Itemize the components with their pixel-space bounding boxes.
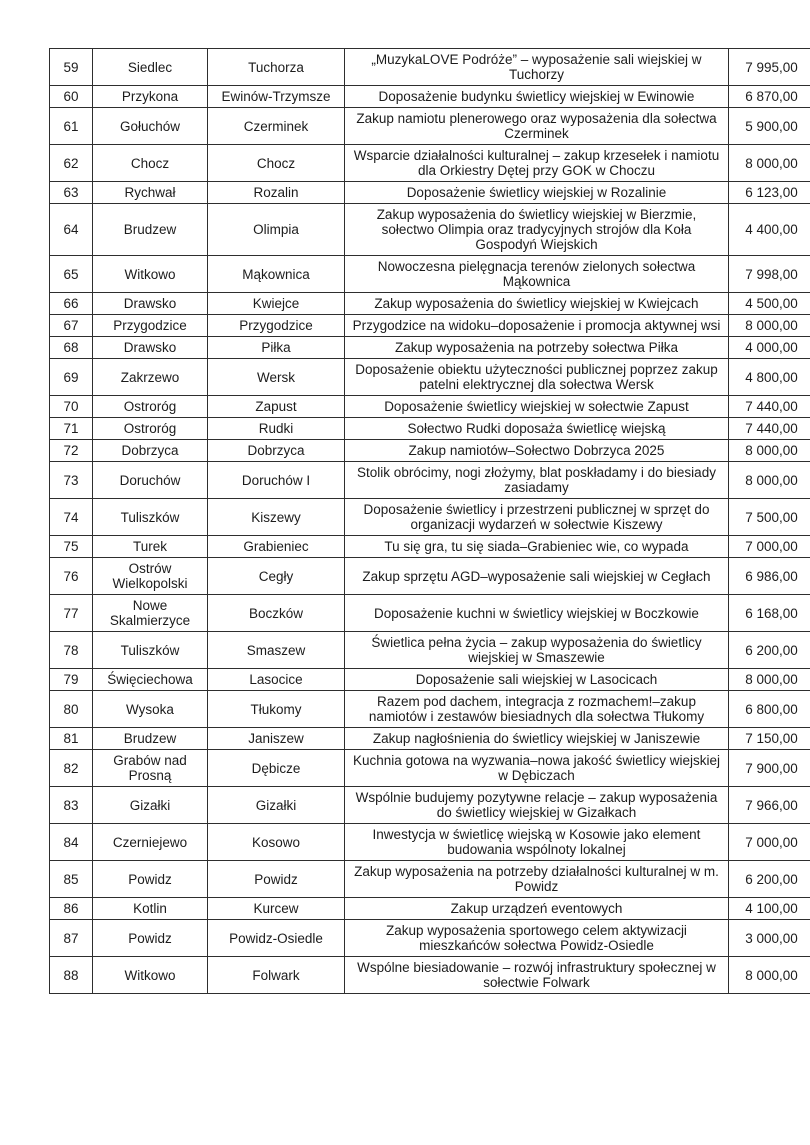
municipality-cell: Rychwał xyxy=(93,182,208,204)
municipality-cell: Turek xyxy=(93,536,208,558)
project-description-cell: Wsparcie działalności kulturalnej – zakup krzesełek i namiotu dla Orkiestry Dętej przy GOK w Choczu xyxy=(345,145,729,182)
municipality-cell: Tuliszków xyxy=(93,632,208,669)
municipality-cell: Witkowo xyxy=(93,957,208,994)
amount-cell: 7 900,00 xyxy=(729,750,810,787)
amount-cell: 7 000,00 xyxy=(729,824,810,861)
table-row xyxy=(50,145,810,182)
amount-cell: 6 870,00 xyxy=(729,86,810,108)
village-cell: Lasocice xyxy=(208,669,345,691)
table-row xyxy=(50,337,810,359)
project-description-cell: Wspólne biesiadowanie – rozwój infrastruktury społecznej w sołectwie Folwark xyxy=(345,957,729,994)
village-cell: Smaszew xyxy=(208,632,345,669)
table-row xyxy=(50,108,810,145)
row-number-cell: 83 xyxy=(50,787,93,824)
table-row xyxy=(50,669,810,691)
project-description-cell: Zakup wyposażenia do świetlicy wiejskiej w Kwiejcach xyxy=(345,293,729,315)
village-cell: Rozalin xyxy=(208,182,345,204)
municipality-cell: Powidz xyxy=(93,861,208,898)
municipality-cell: Brudzew xyxy=(93,728,208,750)
municipality-cell: Doruchów xyxy=(93,462,208,499)
village-cell: Janiszew xyxy=(208,728,345,750)
village-cell: Olimpia xyxy=(208,204,345,256)
table-row xyxy=(50,293,810,315)
project-description-cell: Doposażenie świetlicy wiejskiej w sołectwie Zapust xyxy=(345,396,729,418)
row-number-cell: 66 xyxy=(50,293,93,315)
village-cell: Kurcew xyxy=(208,898,345,920)
row-number-cell: 82 xyxy=(50,750,93,787)
amount-cell: 7 440,00 xyxy=(729,418,810,440)
table-row xyxy=(50,957,810,994)
project-description-cell: Zakup wyposażenia na potrzeby działalności kulturalnej w m. Powidz xyxy=(345,861,729,898)
row-number-cell: 75 xyxy=(50,536,93,558)
project-description-cell: Świetlica pełna życia – zakup wyposażenia do świetlicy wiejskiej w Smaszewie xyxy=(345,632,729,669)
row-number-cell: 61 xyxy=(50,108,93,145)
project-description-cell: Razem pod dachem, integracja z rozmachem!–zakup namiotów i zestawów biesiadnych dla sołectwa Tłukomy xyxy=(345,691,729,728)
amount-cell: 5 900,00 xyxy=(729,108,810,145)
row-number-cell: 81 xyxy=(50,728,93,750)
project-description-cell: Sołectwo Rudki doposaża świetlicę wiejską xyxy=(345,418,729,440)
table-row xyxy=(50,359,810,396)
row-number-cell: 59 xyxy=(50,49,93,86)
village-cell: Mąkownica xyxy=(208,256,345,293)
table-row xyxy=(50,440,810,462)
municipality-cell: Zakrzewo xyxy=(93,359,208,396)
project-description-cell: Zakup nagłośnienia do świetlicy wiejskiej w Janiszewie xyxy=(345,728,729,750)
row-number-cell: 65 xyxy=(50,256,93,293)
village-cell: Boczków xyxy=(208,595,345,632)
project-description-cell: Stolik obrócimy, nogi złożymy, blat poskładamy i do biesiady zasiadamy xyxy=(345,462,729,499)
amount-cell: 8 000,00 xyxy=(729,440,810,462)
row-number-cell: 74 xyxy=(50,499,93,536)
amount-cell: 7 000,00 xyxy=(729,536,810,558)
municipality-cell: Przygodzice xyxy=(93,315,208,337)
village-cell: Kosowo xyxy=(208,824,345,861)
row-number-cell: 67 xyxy=(50,315,93,337)
municipality-cell: Czerniejewo xyxy=(93,824,208,861)
municipality-cell: Ostroróg xyxy=(93,418,208,440)
table-row xyxy=(50,632,810,669)
project-description-cell: Zakup namiotów–Sołectwo Dobrzyca 2025 xyxy=(345,440,729,462)
municipality-cell: Drawsko xyxy=(93,293,208,315)
village-cell: Czerminek xyxy=(208,108,345,145)
table-row xyxy=(50,691,810,728)
row-number-cell: 72 xyxy=(50,440,93,462)
municipality-cell: Chocz xyxy=(93,145,208,182)
amount-cell: 8 000,00 xyxy=(729,957,810,994)
row-number-cell: 87 xyxy=(50,920,93,957)
amount-cell: 7 998,00 xyxy=(729,256,810,293)
amount-cell: 6 200,00 xyxy=(729,861,810,898)
village-cell: Kiszewy xyxy=(208,499,345,536)
row-number-cell: 80 xyxy=(50,691,93,728)
project-description-cell: Inwestycja w świetlicę wiejską w Kosowie jako element budowania wspólnoty lokalnej xyxy=(345,824,729,861)
table-row xyxy=(50,787,810,824)
table-row xyxy=(50,920,810,957)
municipality-cell: Kotlin xyxy=(93,898,208,920)
row-number-cell: 64 xyxy=(50,204,93,256)
row-number-cell: 60 xyxy=(50,86,93,108)
village-cell: Dobrzyca xyxy=(208,440,345,462)
project-description-cell: Nowoczesna pielęgnacja terenów zielonych sołectwa Mąkownica xyxy=(345,256,729,293)
amount-cell: 7 500,00 xyxy=(729,499,810,536)
project-description-cell: „MuzykaLOVE Podróże” – wyposażenie sali wiejskiej w Tuchorzy xyxy=(345,49,729,86)
municipality-cell: Gizałki xyxy=(93,787,208,824)
amount-cell: 8 000,00 xyxy=(729,145,810,182)
table-row xyxy=(50,898,810,920)
table-row xyxy=(50,182,810,204)
amount-cell: 4 400,00 xyxy=(729,204,810,256)
village-cell: Grabieniec xyxy=(208,536,345,558)
project-description-cell: Zakup namiotu plenerowego oraz wyposażenia dla sołectwa Czerminek xyxy=(345,108,729,145)
village-cell: Rudki xyxy=(208,418,345,440)
amount-cell: 4 500,00 xyxy=(729,293,810,315)
village-cell: Folwark xyxy=(208,957,345,994)
amount-cell: 7 440,00 xyxy=(729,396,810,418)
village-cell: Dębicze xyxy=(208,750,345,787)
row-number-cell: 73 xyxy=(50,462,93,499)
table-row xyxy=(50,396,810,418)
grants-table xyxy=(49,48,810,994)
village-cell: Chocz xyxy=(208,145,345,182)
project-description-cell: Przygodzice na widoku–doposażenie i promocja aktywnej wsi xyxy=(345,315,729,337)
municipality-cell: Siedlec xyxy=(93,49,208,86)
municipality-cell: Powidz xyxy=(93,920,208,957)
row-number-cell: 63 xyxy=(50,182,93,204)
project-description-cell: Kuchnia gotowa na wyzwania–nowa jakość świetlicy wiejskiej w Dębiczach xyxy=(345,750,729,787)
amount-cell: 4 000,00 xyxy=(729,337,810,359)
table-row xyxy=(50,315,810,337)
amount-cell: 8 000,00 xyxy=(729,462,810,499)
table-row xyxy=(50,861,810,898)
project-description-cell: Doposażenie budynku świetlicy wiejskiej w Ewinowie xyxy=(345,86,729,108)
amount-cell: 7 995,00 xyxy=(729,49,810,86)
row-number-cell: 69 xyxy=(50,359,93,396)
amount-cell: 4 100,00 xyxy=(729,898,810,920)
table-row xyxy=(50,728,810,750)
amount-cell: 6 123,00 xyxy=(729,182,810,204)
village-cell: Ewinów-Trzymsze xyxy=(208,86,345,108)
village-cell: Kwiejce xyxy=(208,293,345,315)
table-row xyxy=(50,595,810,632)
row-number-cell: 71 xyxy=(50,418,93,440)
row-number-cell: 70 xyxy=(50,396,93,418)
amount-cell: 4 800,00 xyxy=(729,359,810,396)
amount-cell: 3 000,00 xyxy=(729,920,810,957)
project-description-cell: Zakup wyposażenia na potrzeby sołectwa Piłka xyxy=(345,337,729,359)
grants-table-body xyxy=(50,49,810,994)
municipality-cell: Brudzew xyxy=(93,204,208,256)
amount-cell: 7 966,00 xyxy=(729,787,810,824)
table-row xyxy=(50,204,810,256)
amount-cell: 6 800,00 xyxy=(729,691,810,728)
project-description-cell: Doposażenie świetlicy wiejskiej w Rozalinie xyxy=(345,182,729,204)
table-row xyxy=(50,750,810,787)
row-number-cell: 88 xyxy=(50,957,93,994)
municipality-cell: Ostrów Wielkopolski xyxy=(93,558,208,595)
amount-cell: 8 000,00 xyxy=(729,669,810,691)
amount-cell: 6 200,00 xyxy=(729,632,810,669)
village-cell: Tłukomy xyxy=(208,691,345,728)
village-cell: Tuchorza xyxy=(208,49,345,86)
table-row xyxy=(50,499,810,536)
village-cell: Wersk xyxy=(208,359,345,396)
row-number-cell: 76 xyxy=(50,558,93,595)
municipality-cell: Przykona xyxy=(93,86,208,108)
municipality-cell: Wysoka xyxy=(93,691,208,728)
village-cell: Zapust xyxy=(208,396,345,418)
project-description-cell: Zakup wyposażenia do świetlicy wiejskiej w Bierzmie, sołectwo Olimpia oraz tradycyjnych strojów dla Koła Gospodyń Wiejskich xyxy=(345,204,729,256)
table-row xyxy=(50,86,810,108)
village-cell: Powidz-Osiedle xyxy=(208,920,345,957)
village-cell: Piłka xyxy=(208,337,345,359)
row-number-cell: 77 xyxy=(50,595,93,632)
table-row xyxy=(50,256,810,293)
village-cell: Cegły xyxy=(208,558,345,595)
municipality-cell: Ostroróg xyxy=(93,396,208,418)
municipality-cell: Święciechowa xyxy=(93,669,208,691)
project-description-cell: Zakup sprzętu AGD–wyposażenie sali wiejskiej w Cegłach xyxy=(345,558,729,595)
table-row xyxy=(50,462,810,499)
amount-cell: 7 150,00 xyxy=(729,728,810,750)
municipality-cell: Drawsko xyxy=(93,337,208,359)
project-description-cell: Wspólnie budujemy pozytywne relacje – zakup wyposażenia do świetlicy wiejskiej w Gizałkach xyxy=(345,787,729,824)
municipality-cell: Witkowo xyxy=(93,256,208,293)
municipality-cell: Dobrzyca xyxy=(93,440,208,462)
municipality-cell: Gołuchów xyxy=(93,108,208,145)
table-row xyxy=(50,418,810,440)
row-number-cell: 78 xyxy=(50,632,93,669)
village-cell: Gizałki xyxy=(208,787,345,824)
row-number-cell: 84 xyxy=(50,824,93,861)
project-description-cell: Doposażenie świetlicy i przestrzeni publicznej w sprzęt do organizacji wydarzeń w sołectwie Kiszewy xyxy=(345,499,729,536)
row-number-cell: 68 xyxy=(50,337,93,359)
project-description-cell: Zakup urządzeń eventowych xyxy=(345,898,729,920)
table-row xyxy=(50,824,810,861)
amount-cell: 8 000,00 xyxy=(729,315,810,337)
row-number-cell: 79 xyxy=(50,669,93,691)
row-number-cell: 85 xyxy=(50,861,93,898)
project-description-cell: Tu się gra, tu się siada–Grabieniec wie, co wypada xyxy=(345,536,729,558)
village-cell: Powidz xyxy=(208,861,345,898)
table-row xyxy=(50,558,810,595)
village-cell: Doruchów I xyxy=(208,462,345,499)
project-description-cell: Doposażenie obiektu użyteczności publicznej poprzez zakup patelni elektrycznej dla sołectwa Wersk xyxy=(345,359,729,396)
project-description-cell: Doposażenie sali wiejskiej w Lasocicach xyxy=(345,669,729,691)
municipality-cell: Nowe Skalmierzyce xyxy=(93,595,208,632)
table-row xyxy=(50,536,810,558)
village-cell: Przygodzice xyxy=(208,315,345,337)
project-description-cell: Doposażenie kuchni w świetlicy wiejskiej w Boczkowie xyxy=(345,595,729,632)
amount-cell: 6 168,00 xyxy=(729,595,810,632)
table-row xyxy=(50,49,810,86)
municipality-cell: Tuliszków xyxy=(93,499,208,536)
project-description-cell: Zakup wyposażenia sportowego celem aktywizacji mieszkańców sołectwa Powidz-Osiedle xyxy=(345,920,729,957)
row-number-cell: 62 xyxy=(50,145,93,182)
amount-cell: 6 986,00 xyxy=(729,558,810,595)
row-number-cell: 86 xyxy=(50,898,93,920)
municipality-cell: Grabów nad Prosną xyxy=(93,750,208,787)
